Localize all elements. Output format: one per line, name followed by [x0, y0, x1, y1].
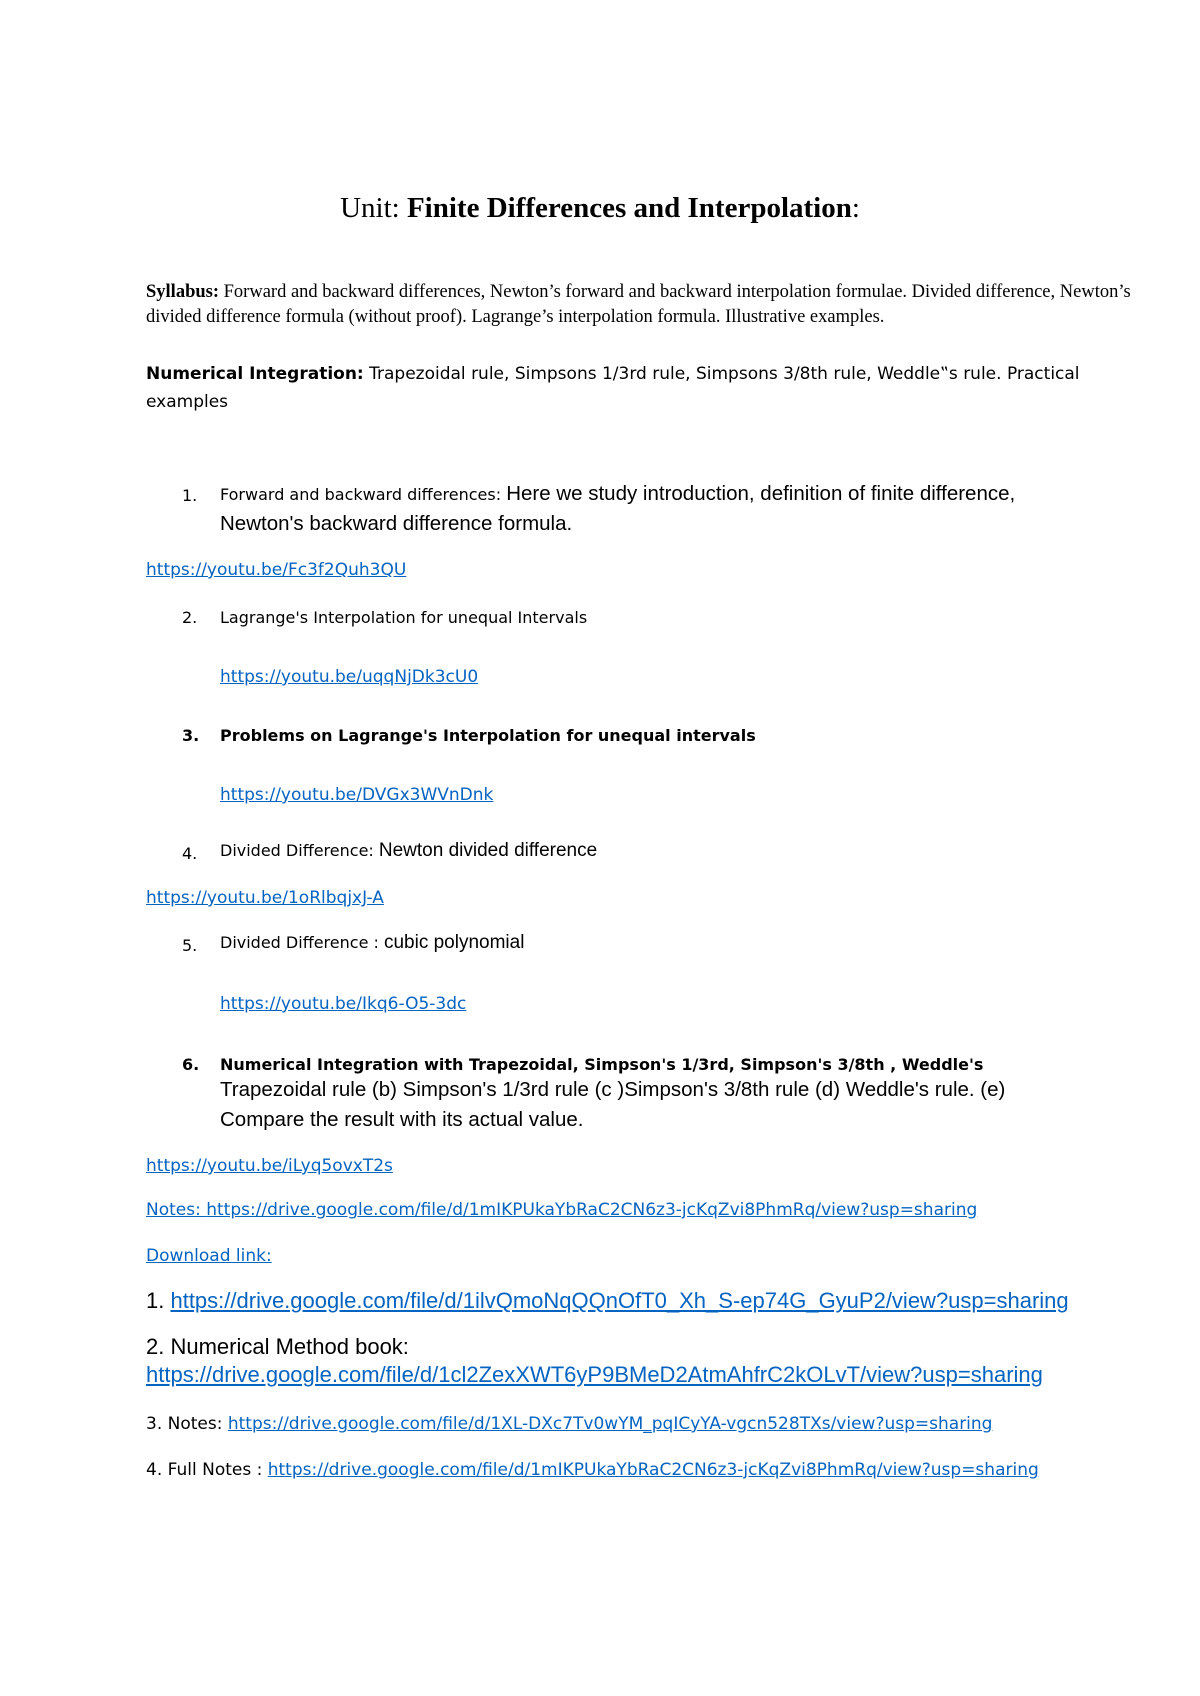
- list-item-2-label: Lagrange's Interpolation for unequal Intervals: [220, 608, 588, 627]
- item-label: Divided Difference :: [220, 933, 384, 952]
- download-link-label[interactable]: Download link:: [146, 1246, 272, 1266]
- youtube-link[interactable]: https://youtu.be/Fc3f2Quh3QU: [146, 560, 407, 580]
- notes-link[interactable]: https://drive.google.com/file/d/1mIKPUkaYbRaC2CN6z3-jcKqZvi8PhmRq/view?usp=sharing: [206, 1200, 978, 1220]
- drive-link[interactable]: https://drive.google.com/file/d/1ilvQmoNqQQnOfT0_Xh_S-ep74G_GyuP2/view?usp=sharing: [170, 1288, 1069, 1313]
- download-item-1: [146, 1288, 1069, 1314]
- item-number: 3.: [182, 726, 200, 745]
- page-title: [0, 192, 1200, 225]
- list-item-6-label: Numerical Integration with Trapezoidal, Simpson's 1/3rd, Simpson's 3/8th , Weddle's: [220, 1055, 984, 1074]
- download-number: 3.: [146, 1414, 168, 1434]
- download-item-4: [146, 1460, 1039, 1480]
- youtube-link[interactable]: https://youtu.be/1oRlbqjxJ-A: [146, 888, 384, 908]
- item-number: 1.: [182, 486, 198, 505]
- download-label[interactable]: [146, 1246, 272, 1266]
- list-item-2: [182, 608, 197, 628]
- list-item-1-line1: [220, 482, 1015, 506]
- youtube-link[interactable]: https://youtu.be/DVGx3WVnDnk: [220, 785, 494, 805]
- download-number: 4.: [146, 1460, 168, 1480]
- youtube-link[interactable]: https://youtu.be/iLyq5ovxT2s: [146, 1156, 393, 1176]
- youtube-link[interactable]: https://youtu.be/uqqNjDk3cU0: [220, 667, 479, 687]
- download-number: 1.: [146, 1288, 171, 1313]
- list-item-1-line2: Newton's backward difference formula.: [220, 512, 573, 535]
- link-item-5[interactable]: [220, 994, 466, 1014]
- item-desc: Newton divided difference: [378, 840, 598, 861]
- list-item-6-line3: Compare the result with its actual value.: [220, 1108, 584, 1131]
- item-number: 5.: [182, 936, 198, 955]
- drive-link[interactable]: https://drive.google.com/file/d/1mIKPUkaYbRaC2CN6z3-jcKqZvi8PhmRq/view?usp=sharing: [267, 1460, 1039, 1480]
- syllabus-paragraph: [146, 280, 1136, 330]
- numerical-integration-paragraph: [146, 360, 1136, 416]
- list-item-4: [182, 844, 197, 864]
- item-label: Divided Difference:: [220, 841, 379, 860]
- drive-link[interactable]: https://drive.google.com/file/d/1XL-DXc7Tv0wYM_pqICyYA-vgcn528TXs/view?usp=sharing: [227, 1414, 993, 1434]
- list-item-1: [182, 486, 197, 506]
- item-desc: cubic polynomial: [383, 932, 525, 953]
- title-bold: Finite Differences and Interpolation: [406, 192, 852, 224]
- list-item-6: [182, 1055, 199, 1075]
- download-item-2-link[interactable]: [146, 1362, 1043, 1388]
- item-number: 4.: [182, 844, 198, 863]
- list-item-3: [182, 726, 199, 746]
- ni-text: Trapezoidal rule, Simpsons 1/3rd rule, Simpsons 3/8th rule, Weddle‟s rule. Practical examples: [146, 364, 1080, 412]
- link-item-4[interactable]: [146, 888, 384, 908]
- ni-label: Numerical Integration:: [146, 364, 364, 384]
- title-prefix: Unit:: [340, 192, 407, 224]
- download-label: Notes:: [167, 1414, 228, 1434]
- list-item-3-label: Problems on Lagrange's Interpolation for unequal intervals: [220, 726, 756, 745]
- list-item-4-line: [220, 840, 597, 862]
- item-number: 2.: [182, 608, 198, 627]
- download-label: Numerical Method book:: [170, 1334, 409, 1359]
- download-number: 2.: [146, 1334, 171, 1359]
- notes-label[interactable]: Notes:: [146, 1200, 207, 1220]
- list-item-5-line: [220, 932, 524, 954]
- link-item-1[interactable]: [146, 560, 406, 580]
- item-label: Forward and backward differences:: [220, 485, 507, 504]
- item-number: 6.: [182, 1055, 200, 1074]
- title-suffix: :: [851, 192, 860, 224]
- item-desc: Here we study introduction, definition of finite difference,: [506, 482, 1016, 505]
- notes-line[interactable]: [146, 1200, 977, 1220]
- list-item-5: [182, 936, 197, 956]
- download-label: Full Notes :: [167, 1460, 268, 1480]
- link-item-2[interactable]: [220, 667, 478, 687]
- drive-link[interactable]: https://drive.google.com/file/d/1cl2ZexXWT6yP9BMeD2AtmAhfrC2kOLvT/view?usp=sharing: [146, 1362, 1043, 1387]
- syllabus-label: Syllabus:: [146, 282, 220, 302]
- link-item-3[interactable]: [220, 785, 493, 805]
- syllabus-text: Forward and backward differences, Newton’s forward and backward interpolation formulae. Divided difference, Newton’s divided difference formula (without proof). Lagrange’s interpolation formula. Illustrative examples.: [146, 282, 1131, 327]
- link-item-6[interactable]: [146, 1156, 393, 1176]
- list-item-6-line2: Trapezoidal rule (b) Simpson's 1/3rd rule (c )Simpson's 3/8th rule (d) Weddle's rule. (e): [220, 1078, 1006, 1101]
- download-item-2: [146, 1334, 409, 1360]
- download-item-3: [146, 1414, 992, 1434]
- youtube-link[interactable]: https://youtu.be/Ikq6-O5-3dc: [220, 994, 467, 1014]
